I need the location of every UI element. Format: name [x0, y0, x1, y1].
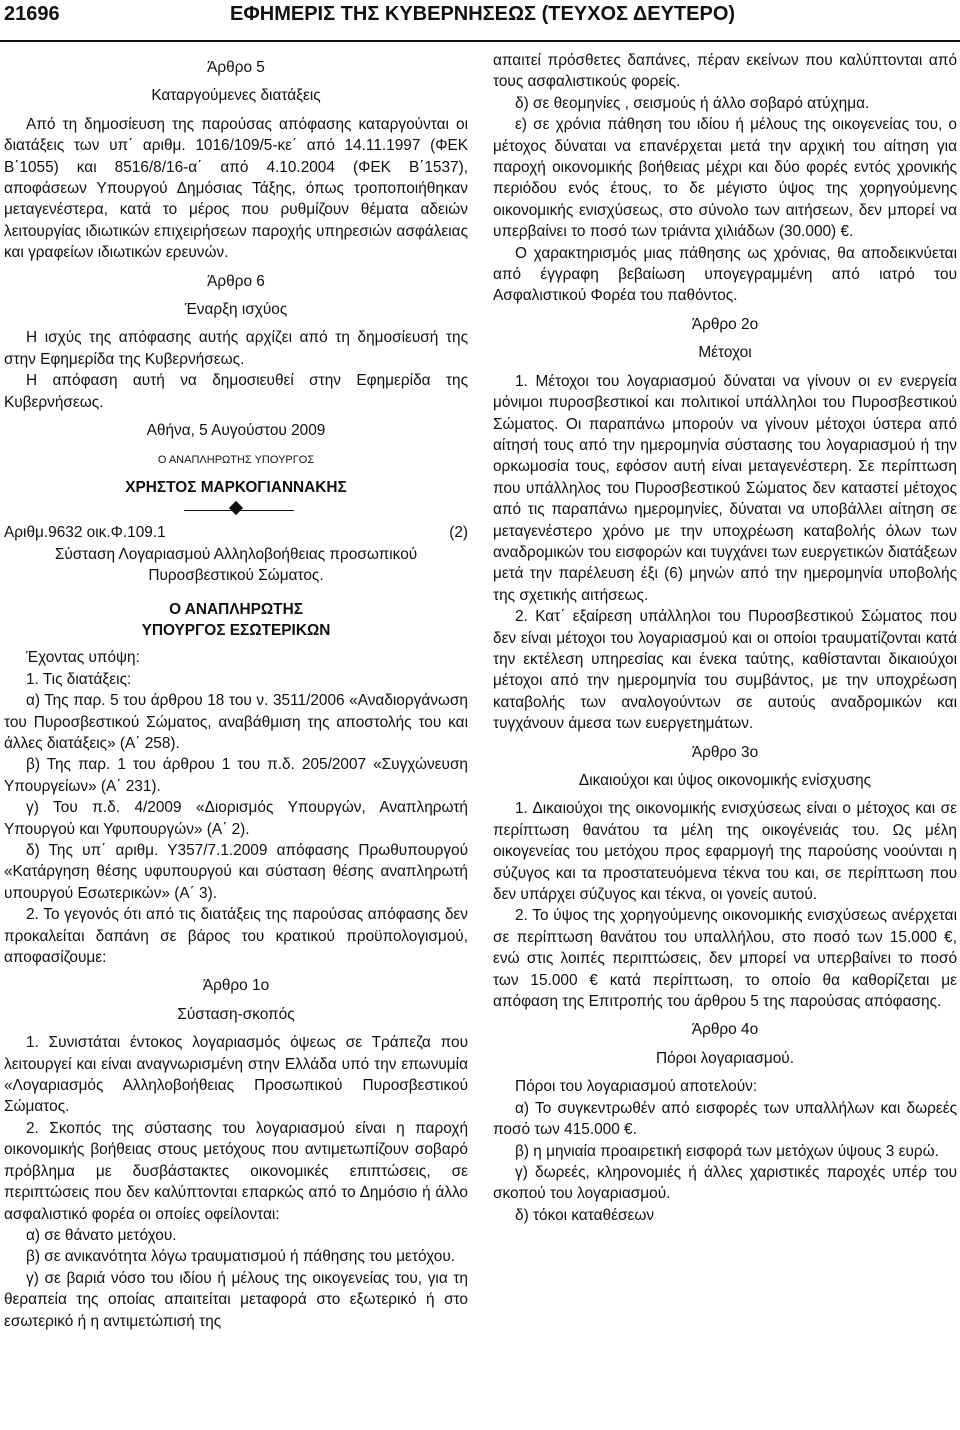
article-1-item-a: α) σε θάνατο μετόχου. [26, 1226, 177, 1244]
article-1-subtitle: Σύσταση-σκοπός [177, 1005, 295, 1023]
diamond-ornament-icon [229, 501, 243, 515]
article-1-paragraph-2: 2. Σκοπός της σύστασης του λογαριασμού είναι η παροχή οικονομικής βοήθειας στους μετόχους που αντιμετωπίζουν σοβαρό πρόβλημα με δυσβάστακτες οικονομικές επιπτώσεις, σε περιπτώσεις που δεν καλύπτονται επαρκώς από το Δημόσιο ή άλλο ασφαλιστικό φορέα οι οποίες οφείλονται: [4, 1119, 468, 1223]
article-1-paragraph-1: 1. Συνιστάται έντοκος λογαριασμός όψεως σε Τράπεζα που λειτουργεί και είναι αναγνωρισμένη στην Ελλάδα υπό την επωνυμία «Λογαριασμός Αλληλοβοήθειας Προσωπικού Πυροσβεστικού Σώματος. [4, 1034, 468, 1116]
article-5-subtitle: Καταργούμενες διατάξεις [151, 87, 321, 105]
issuer-line-1: Ο ΑΝΑΠΛΗΡΩΤΗΣ [169, 600, 303, 618]
article-3-subtitle: Δικαιούχοι και ύψος οικονομικής ενίσχυσης [578, 772, 872, 789]
article-3-title: Άρθρο 3ο [691, 743, 759, 761]
provision-item-d: δ) Της υπ΄ αριθμ. Υ357/7.1.2009 απόφασης Πρωθυπουργού «Κατάργηση θέσης υφυπουργού και σύσταση θέσης αναπληρωτή υπουργού Εσωτερικών» (Α΄ 3). [4, 842, 468, 902]
signer-name: ΧΡΗΣΤΟΣ ΜΑΡΚΟΓΙΑΝΝΑΚΗΣ [125, 478, 347, 496]
page-header [0, 0, 960, 42]
decision-number: (2) [449, 524, 468, 542]
journal-title: ΕΦΗΜΕΡΙΣ ΤΗΣ ΚΥΒΕΡΝΗΣΕΩΣ (ΤΕΥΧΟΣ ΔΕΥΤΕΡΟ) [230, 3, 736, 25]
provision-item-1: 1. Τις διατάξεις: [26, 670, 132, 688]
place-date: Αθήνα, 5 Αυγούστου 2009 [146, 422, 326, 440]
section-separator [4, 498, 468, 520]
decision-reference-row [4, 522, 468, 543]
article-1-title: Άρθρο 1ο [202, 977, 270, 995]
signer-role: Ο ΑΝΑΠΛΗΡΩΤΗΣ ΥΠΟΥΡΓΟΣ [157, 453, 315, 466]
continued-text: απαιτεί πρόσθετες δαπάνες, πέραν εκείνων που καλύπτονται από τους ασφαλιστικούς φορείς. [493, 52, 957, 91]
decision-reference: Αριθμ.9632 οικ.Φ.109.1 [4, 524, 166, 542]
article-1-item-d: δ) σε θεομηνίες , σεισμούς ή άλλο σοβαρό ατύχημα. [515, 94, 870, 112]
article-4-subtitle: Πόροι λογαριασμού. [656, 1049, 794, 1067]
article-6-subtitle: Έναρξη ισχύος [184, 301, 288, 319]
article-5-text: Από τη δημοσίευση της παρούσας απόφασης καταργούνται οι διατάξεις των υπ΄ αριθμ. 1016/109/5-κε΄ από 14.11.1997 (ΦΕΚ Β΄1055) και 8516/8/16-α΄ από 4.10.2004 (ΦΕΚ Β΄1537), αποφάσεων Υπουργού Δημόσιας Τάξης, όπως τροποποιήθηκαν μεταγενέστερα, κατά το μέρος που ρυθμίζουν θέματα αδειών λειτουργίας ιδιωτικών επιχειρήσεων παροχής υπηρεσιών ασφάλειας και γραφείων ιδιωτικών ερευνών. [4, 115, 468, 262]
article-2-paragraph-2: 2. Κατ΄ εξαίρεση υπάλληλοι του Πυροσβεστικού Σώματος που δεν είναι μέτοχοι του λογαριασμού και οι οποίοι τραυματίζονται κατά την εκτέλεση υπηρεσίας και ένεκα ταύτης, καθίστανται δικαιούχοι μέτοχοι από την ημερομηνία του συμβάντος, με την υποχρέωση καταβολής των αναλογούντων σε αυτούς αναδρομικών και τυγχάνουν άμεσα των ευεργετημάτων. [493, 608, 957, 733]
provision-item-2: 2. Το γεγονός ότι από τις διατάξεις της παρούσας απόφασης δεν προκαλείται δαπάνη σε βάρος του κρατικού προϋπολογισμού, αποφασίζουμε: [4, 906, 468, 967]
provision-item-c: γ) Του π.δ. 4/2009 «Διορισμός Υπουργών, Αναπληρωτή Υπουργού και Υφυπουργών» (Α΄ 2). [4, 799, 468, 838]
page-number: 21696 [4, 3, 60, 25]
article-4-item-a: α) Το συγκεντρωθέν από εισφορές των υπαλλήλων και δωρεές ποσό των 415.000 €. [493, 1099, 957, 1139]
issuer-line-2: ΥΠΟΥΡΓΟΣ ΕΣΩΤΕΡΙΚΩΝ [141, 621, 331, 639]
article-4-item-d: δ) τόκοι καταθέσεων [515, 1206, 655, 1224]
article-6-paragraph-2: Η απόφαση αυτή να δημοσιευθεί στην Εφημερίδα της Κυβερνήσεως. [4, 372, 468, 411]
provision-item-a: α) Της παρ. 5 του άρθρου 18 του ν. 3511/2006 «Αναδιοργάνωση του Πυροσβεστικού Σώματος, αναβάθμιση της αποστολής του και άλλες διατάξεις» (Α΄ 258). [4, 692, 468, 752]
article-4-item-c: γ) δωρεές, κληρονομιές ή άλλες χαριστικές παροχές υπέρ του σκοπού του λογαριασμού. [493, 1163, 957, 1203]
article-4-intro: Πόροι του λογαριασμού αποτελούν: [515, 1078, 758, 1096]
decision-title: Σύσταση Λογαριασμού Αλληλοβοήθειας προσωπικού Πυροσβεστικού Σώματος. [54, 545, 418, 585]
article-5-title: Άρθρο 5 [207, 59, 265, 76]
provision-item-b: β) Της παρ. 1 του άρθρου 1 του π.δ. 205/2007 «Συγχώνευση Υπουργείων» (Α΄ 231). [4, 756, 468, 795]
left-column [4, 50, 468, 1332]
article-4-item-b: β) η μηνιαία προαιρετική εισφορά των μετόχων ύψους 3 ευρώ. [515, 1142, 939, 1160]
having-regard: Έχοντας υπόψη: [26, 649, 140, 667]
article-4-title: Άρθρο 4ο [691, 1021, 759, 1039]
right-column [493, 50, 957, 1226]
article-3-paragraph-2: 2. Το ύψος της χορηγούμενης οικονομικής ενισχύσεως ανέρχεται σε περίπτωση θανάτου του υπαλλήλου, στο ποσό των 15.000 €, ενώ στις λοιπές περιπτώσεις, δεν μπορεί να υπερβαίνει το ποσό των 15.000 € κατά περίπτωση, το οποίο θα καθορίζεται με απόφαση της Επιτροπής του άρθρου 5 της παρούσας απόφασης. [493, 907, 957, 1011]
chronic-condition-note: Ο χαρακτηρισμός μιας πάθησης ως χρόνιας, θα αποδεικνύεται από έγγραφη βεβαίωση υπογεγραμμένη από ιατρό του Ασφαλιστικού Φορέα του παθόντος. [493, 244, 957, 305]
article-1-item-e: ε) σε χρόνια πάθηση του ιδίου ή μέλους της οικογενείας του, ο μέτοχος δύναται να επανέρχεται μετά την αρχική του αίτηση για παροχή οικονομικής βοήθειας μέχρι και δύο φορές εντός χρονικής περιόδου ενός έτους, το δε μέγιστο ύψος της χορηγούμενης οικονομικής ενισχύσεως, στο σύνολο των αιτήσεων, δεν μπορεί να υπερβαίνει το ποσό των τριάντα χιλιάδων (30.000) €. [493, 116, 957, 241]
article-2-paragraph-1: 1. Μέτοχοι του λογαριασμού δύναται να γίνουν οι εν ενεργεία μόνιμοι πυροσβεστικοί και πολιτικοί υπάλληλοι του Πυροσβεστικού Σώματος. Οι παραπάνω μπορούν να γίνουν μέτοχοι ύστερα από αίτησή τους από την ημερομηνία σύστασης του λογαριασμού ή την ορκωμοσία τους, εφόσον αυτή είναι μεταγενέστερη. Σε περίπτωση που υπάλληλος του Πυροσβεστικού Σώματος δεν καταστεί μέτοχος από τις παραπάνω ημερομηνίες, δύναται να υποβάλλει αίτηση σε μεταγενέστερο χρόνο με την υποχρέωση καταβολής όλων των αναδρομικών του εισφορών και τυγχάνει των ευεργετικών διατάξεων μετά την παρέλευση έξι (6) μηνών από την ημερομηνία υποβολής της σχετικής αιτήσεως. [493, 372, 957, 604]
article-3-paragraph-1: 1. Δικαιούχοι της οικονομικής ενισχύσεως είναι ο μέτοχος και σε περίπτωση θανάτου τα μέλη της οικογένειάς του. Ως μέλη οικογενείας του μετόχου προς εφαρμογή της παρούσης νοούνται η σύζυγος και τα προστατευόμενα τέκνα του και, σε περίπτωση που δεν υπάρχει σύζυγος και τέκνα, οι γονείς αυτού. [493, 800, 957, 904]
article-1-item-c: γ) σε βαριά νόσο του ιδίου ή μέλους της οικογενείας του, για τη θεραπεία της οποίας απαιτείται μεταφορά στο εξωτερικό ή στο εσωτερικό ή η αντιμετώπισή της [4, 1269, 468, 1330]
article-1-item-b: β) σε ανικανότητα λόγω τραυματισμού ή πάθησης του μετόχου. [26, 1248, 456, 1266]
article-6-title: Άρθρο 6 [207, 272, 265, 290]
article-2-subtitle: Μέτοχοι [698, 344, 752, 362]
article-6-paragraph-1: Η ισχύς της απόφασης αυτής αρχίζει από τη δημοσίευσή της στην Εφημερίδα της Κυβερνήσεως. [4, 329, 468, 368]
article-2-title: Άρθρο 2ο [691, 315, 759, 333]
